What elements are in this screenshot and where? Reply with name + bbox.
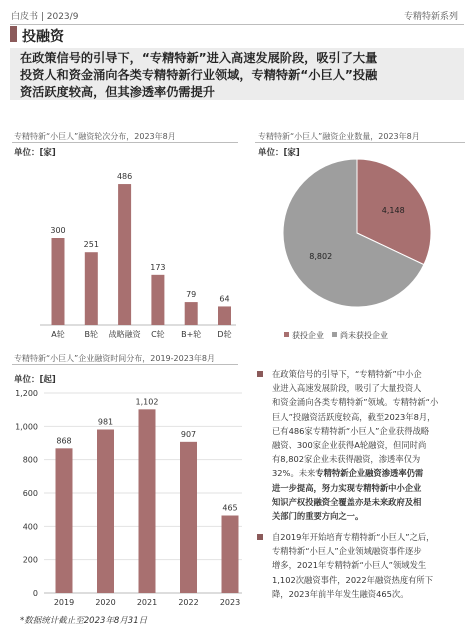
chart1-value-label: 300 [50, 226, 66, 235]
chart1-bar [85, 252, 98, 325]
chart3-bar [56, 448, 73, 593]
paragraph-line [272, 495, 457, 509]
paragraph-line [272, 452, 457, 466]
body-text: 降，2023年前半年发生融资465次。 [272, 588, 409, 599]
paragraph-line [272, 573, 457, 587]
analysis-paragraph-2 [257, 530, 457, 601]
paragraph-line [272, 466, 457, 480]
body-text: 在政策信号的引导下，“专精特新”中小企 [272, 369, 422, 379]
chart3-y-tick-label: 200 [22, 555, 38, 565]
chart3-bar [139, 409, 156, 593]
paragraph-line [272, 530, 457, 544]
body-text: 1,102次融资事件，2022年融资热度有所下 [272, 574, 434, 585]
chart3-bar [97, 430, 114, 594]
headline-line: 资活跃度较高，但其渗透率仍需提升 [20, 85, 215, 99]
chart3-bar [180, 442, 197, 593]
chart1-unit: 单位：[家] [14, 148, 56, 158]
pie-legend-label: 尚未获投企业 [340, 331, 388, 340]
chart1-category-label: B轮 [84, 330, 99, 339]
pie-slice-label: 8,802 [309, 251, 333, 261]
chart1-bar [218, 306, 231, 325]
paragraph-bullet [257, 371, 263, 377]
pie-legend-swatch [332, 332, 337, 337]
body-text: 专精特新“小巨人”企业领域融资事件逐步 [272, 546, 422, 557]
headline-line: 在政策信号的引导下，“专精特新”进入高速发展阶段，吸引了大量 [20, 51, 378, 65]
chart3-title: 专精特新“小巨人”企业融资时间分布，2019-2023年8月 [14, 354, 215, 363]
body-text: 有8,802家企业未获得融资，渗透率仅为 [272, 454, 421, 465]
chart3-value-label: 907 [180, 429, 197, 439]
headline-line: 投资人和资金涌向各类专精特新行业领域，专精特新“小巨人”投融 [20, 68, 378, 82]
emphasis-text: 关部门的重要方向之一。 [272, 511, 364, 522]
pie-legend-swatch [284, 332, 289, 337]
chart1-value-label: 79 [186, 290, 197, 300]
chart3-category-label: 2021 [136, 598, 158, 607]
series-label: 专精特新系列 [403, 12, 458, 22]
chart1-title: 专精特新“小巨人”融资轮次分布，2023年8月 [14, 132, 176, 141]
paragraph-line [272, 481, 457, 495]
paragraph-line [272, 410, 457, 424]
footnote: *数据统计截止至2023年8月31日 [20, 616, 148, 626]
body-text: 自2019年开始培育专精特新“小巨人”之后， [272, 532, 435, 542]
chart1-value-label: 64 [219, 294, 230, 304]
chart1-category-label: C轮 [151, 330, 165, 339]
chart3-category-label: 2020 [95, 598, 116, 607]
paragraph-bullet [257, 534, 263, 540]
paragraph-line [272, 367, 457, 381]
chart3-y-tick-label: 600 [22, 489, 38, 498]
chart1-category-label: A轮 [51, 330, 65, 339]
chart1-category-label: D轮 [217, 330, 232, 339]
chart3-y-tick-label: 400 [22, 522, 38, 532]
chart3-value-label: 981 [97, 417, 114, 427]
pie-legend-label: 获投企业 [292, 331, 324, 340]
chart1-bar [185, 302, 198, 325]
chart3-value-label: 1,102 [135, 397, 159, 407]
chart1-value-label: 486 [116, 172, 133, 182]
chart3-y-tick-label: 800 [22, 455, 38, 465]
section-title: 投融资 [22, 29, 64, 45]
chart1-category-label: 战略融资 [108, 330, 141, 339]
paragraph-line [272, 424, 457, 438]
body-text: 业进入高速发展阶段，吸引了大量投资人 [272, 383, 422, 394]
chart1-bar [52, 238, 65, 325]
chart3-y-tick-label: 0 [32, 589, 38, 598]
chart3-category-label: 2022 [178, 598, 199, 607]
body-text: 和资金涌向各类专精特新”领域。专精特新“小 [272, 397, 439, 408]
chart1-value-label: 251 [83, 240, 99, 250]
paragraph-text [272, 367, 457, 523]
chart1-bar [151, 275, 164, 325]
paragraph-line [272, 509, 457, 523]
paragraph-line [272, 381, 457, 395]
chart3-value-label: 465 [222, 503, 238, 513]
paragraph-line [272, 558, 457, 572]
body-text: 巨人”投融资活跃度较高，截至2023年8月， [272, 411, 436, 422]
analysis-paragraph-1 [257, 367, 457, 523]
paragraph-line [272, 587, 457, 601]
chart1-category-label: B+轮 [181, 330, 202, 339]
body-text: 32%。未来 [272, 468, 316, 479]
paragraph-line [272, 395, 457, 409]
chart3-unit: 单位：[起] [14, 375, 56, 385]
chart1-bar [118, 184, 131, 325]
chart1-value-label: 173 [150, 262, 166, 272]
body-text: 融资、300家企业获得A轮融资，但同时尚 [272, 440, 427, 451]
paragraph-line [272, 544, 457, 558]
emphasis-text: 知识产权投融资全覆盖亦是未来政府及相 [272, 496, 422, 507]
chart2-title: 专精特新“小巨人”融资企业数量，2023年8月 [258, 132, 420, 141]
emphasis-text: 专精特新企业融资渗透率仍需 [315, 468, 424, 479]
chart3-bar [222, 516, 239, 594]
paragraph-text [272, 530, 457, 601]
chart3-value-label: 868 [56, 436, 72, 446]
chart2-unit: 单位：[家] [258, 148, 300, 158]
body-text: 已有486家专精特新“小巨人”企业获得战略 [272, 425, 430, 436]
pie-slice-label: 4,148 [381, 206, 405, 216]
chart3-y-tick-label: 1,200 [15, 389, 38, 398]
paragraph-line [272, 438, 457, 452]
chart3-y-tick-label: 1,000 [15, 422, 38, 432]
emphasis-text: 进一步提高，努力实现专精特新中小企业 [272, 482, 422, 493]
document-label: 白皮书 | 2023/9 [11, 12, 79, 22]
body-text: 增多，2021年专精特新“小巨人”领域发生 [272, 560, 427, 571]
chart3-category-label: 2019 [53, 598, 75, 607]
chart3-category-label: 2023 [219, 598, 241, 607]
